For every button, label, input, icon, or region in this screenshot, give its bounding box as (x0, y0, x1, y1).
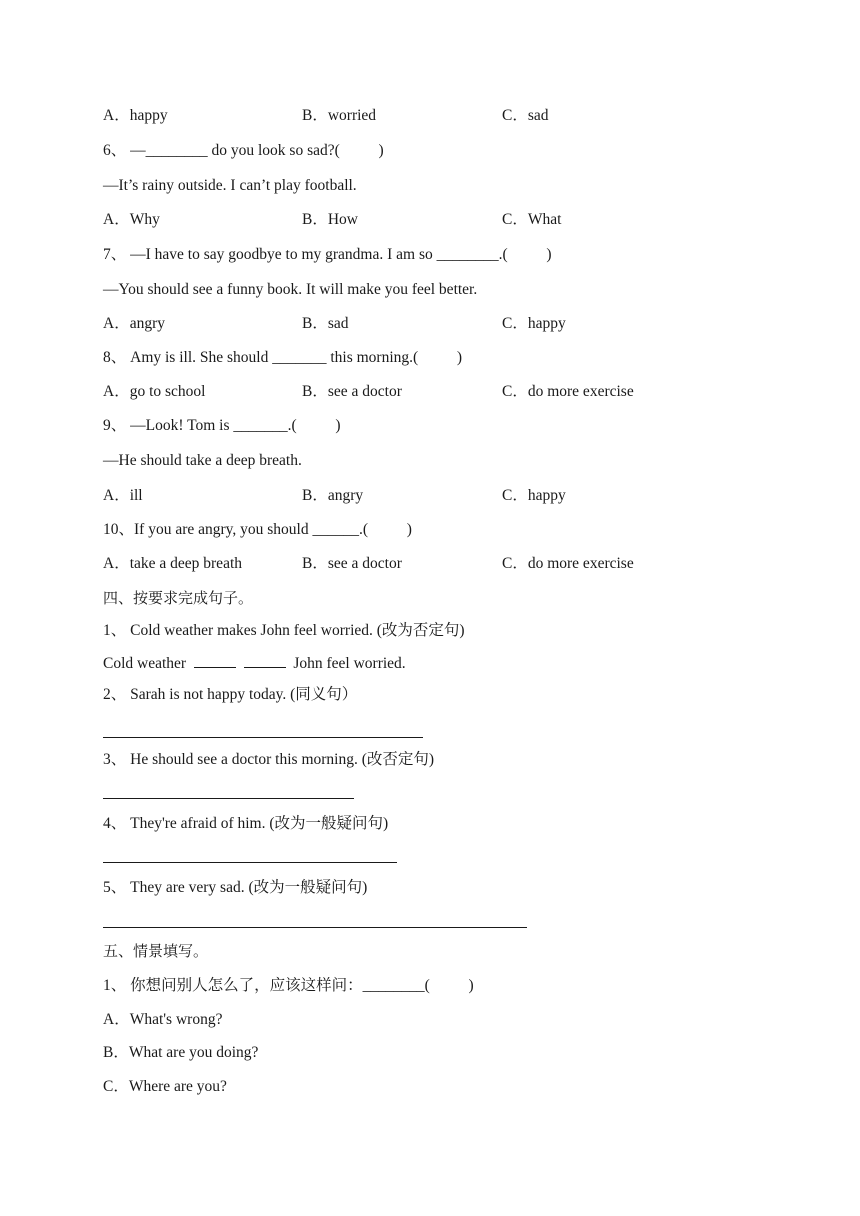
section4-heading: 四、按要求完成句子。 (103, 589, 254, 607)
q5-option-a: A．happy (103, 107, 168, 124)
q9-question: 9、 —Look! Tom is _______.( ) (103, 417, 341, 434)
q9-response: —He should take a deep breath. (103, 452, 302, 469)
q8-question: 8、 Amy is ill. She should _______ this morning.( ) (103, 349, 463, 366)
q10-option-c: C．do more exercise (502, 555, 634, 572)
answer-line[interactable] (103, 927, 527, 928)
answer-blank[interactable] (194, 653, 236, 668)
q6-question: 6、 —________ do you look so sad?( ) (103, 142, 384, 159)
q7-option-a: A．angry (103, 315, 165, 332)
q6-option-a: A．Why (103, 211, 160, 228)
q6-response: —It’s rainy outside. I can’t play football. (103, 177, 357, 194)
q6-option-c: C．What (502, 211, 562, 228)
q5-option-b: B．worried (302, 107, 377, 124)
q7-option-c: C．happy (502, 315, 566, 332)
answer-line[interactable] (103, 798, 354, 799)
s4-sentence-2: 2、 Sarah is not happy today. (同义句） (103, 686, 358, 703)
q7-question: 7、 —I have to say goodbye to my grandma. I am so ________.( ) (103, 246, 552, 263)
s5-option-c: C．Where are you? (103, 1078, 227, 1095)
s5-option-a: A．What's wrong? (103, 1011, 223, 1028)
s4-sentence-4: 4、 They're afraid of him. (改为一般疑问句) (103, 815, 389, 832)
answer-line[interactable] (103, 862, 397, 863)
q8-option-c: C．do more exercise (502, 383, 634, 400)
s4-sentence-3: 3、 He should see a doctor this morning. (改否定句) (103, 751, 435, 768)
s4-answer-1 (103, 653, 406, 674)
q9-option-a: A．ill (103, 487, 143, 504)
section5-heading: 五、情景填写。 (103, 942, 209, 960)
q9-option-c: C．happy (502, 487, 566, 504)
q8-option-a: A．go to school (103, 383, 206, 400)
q7-response: —You should see a funny book. It will make you feel better. (103, 281, 478, 298)
s4-sentence-1: 1、 Cold weather makes John feel worried. (改为否定句) (103, 622, 465, 639)
s4-sentence-5: 5、 They are very sad. (改为一般疑问句) (103, 879, 368, 896)
q9-option-b: B．angry (302, 487, 364, 504)
s4-answer-1-start: Cold weather (103, 655, 187, 672)
q8-option-b: B．see a doctor (302, 383, 402, 400)
q10-option-a: A．take a deep breath (103, 555, 243, 572)
q5-option-c: C．sad (502, 107, 549, 124)
answer-line[interactable] (103, 737, 423, 738)
s5-question-1: 1、 你想问别人怎么了，应该这样问：________( ) (103, 977, 474, 994)
q6-option-b: B．How (302, 211, 358, 228)
s4-answer-1-end: John feel worried. (293, 655, 406, 672)
s5-option-b: B．What are you doing? (103, 1044, 259, 1061)
q7-option-b: B．sad (302, 315, 349, 332)
answer-blank[interactable] (244, 653, 286, 668)
q10-option-b: B．see a doctor (302, 555, 402, 572)
q10-question: 10、If you are angry, you should ______.( ) (103, 521, 412, 538)
